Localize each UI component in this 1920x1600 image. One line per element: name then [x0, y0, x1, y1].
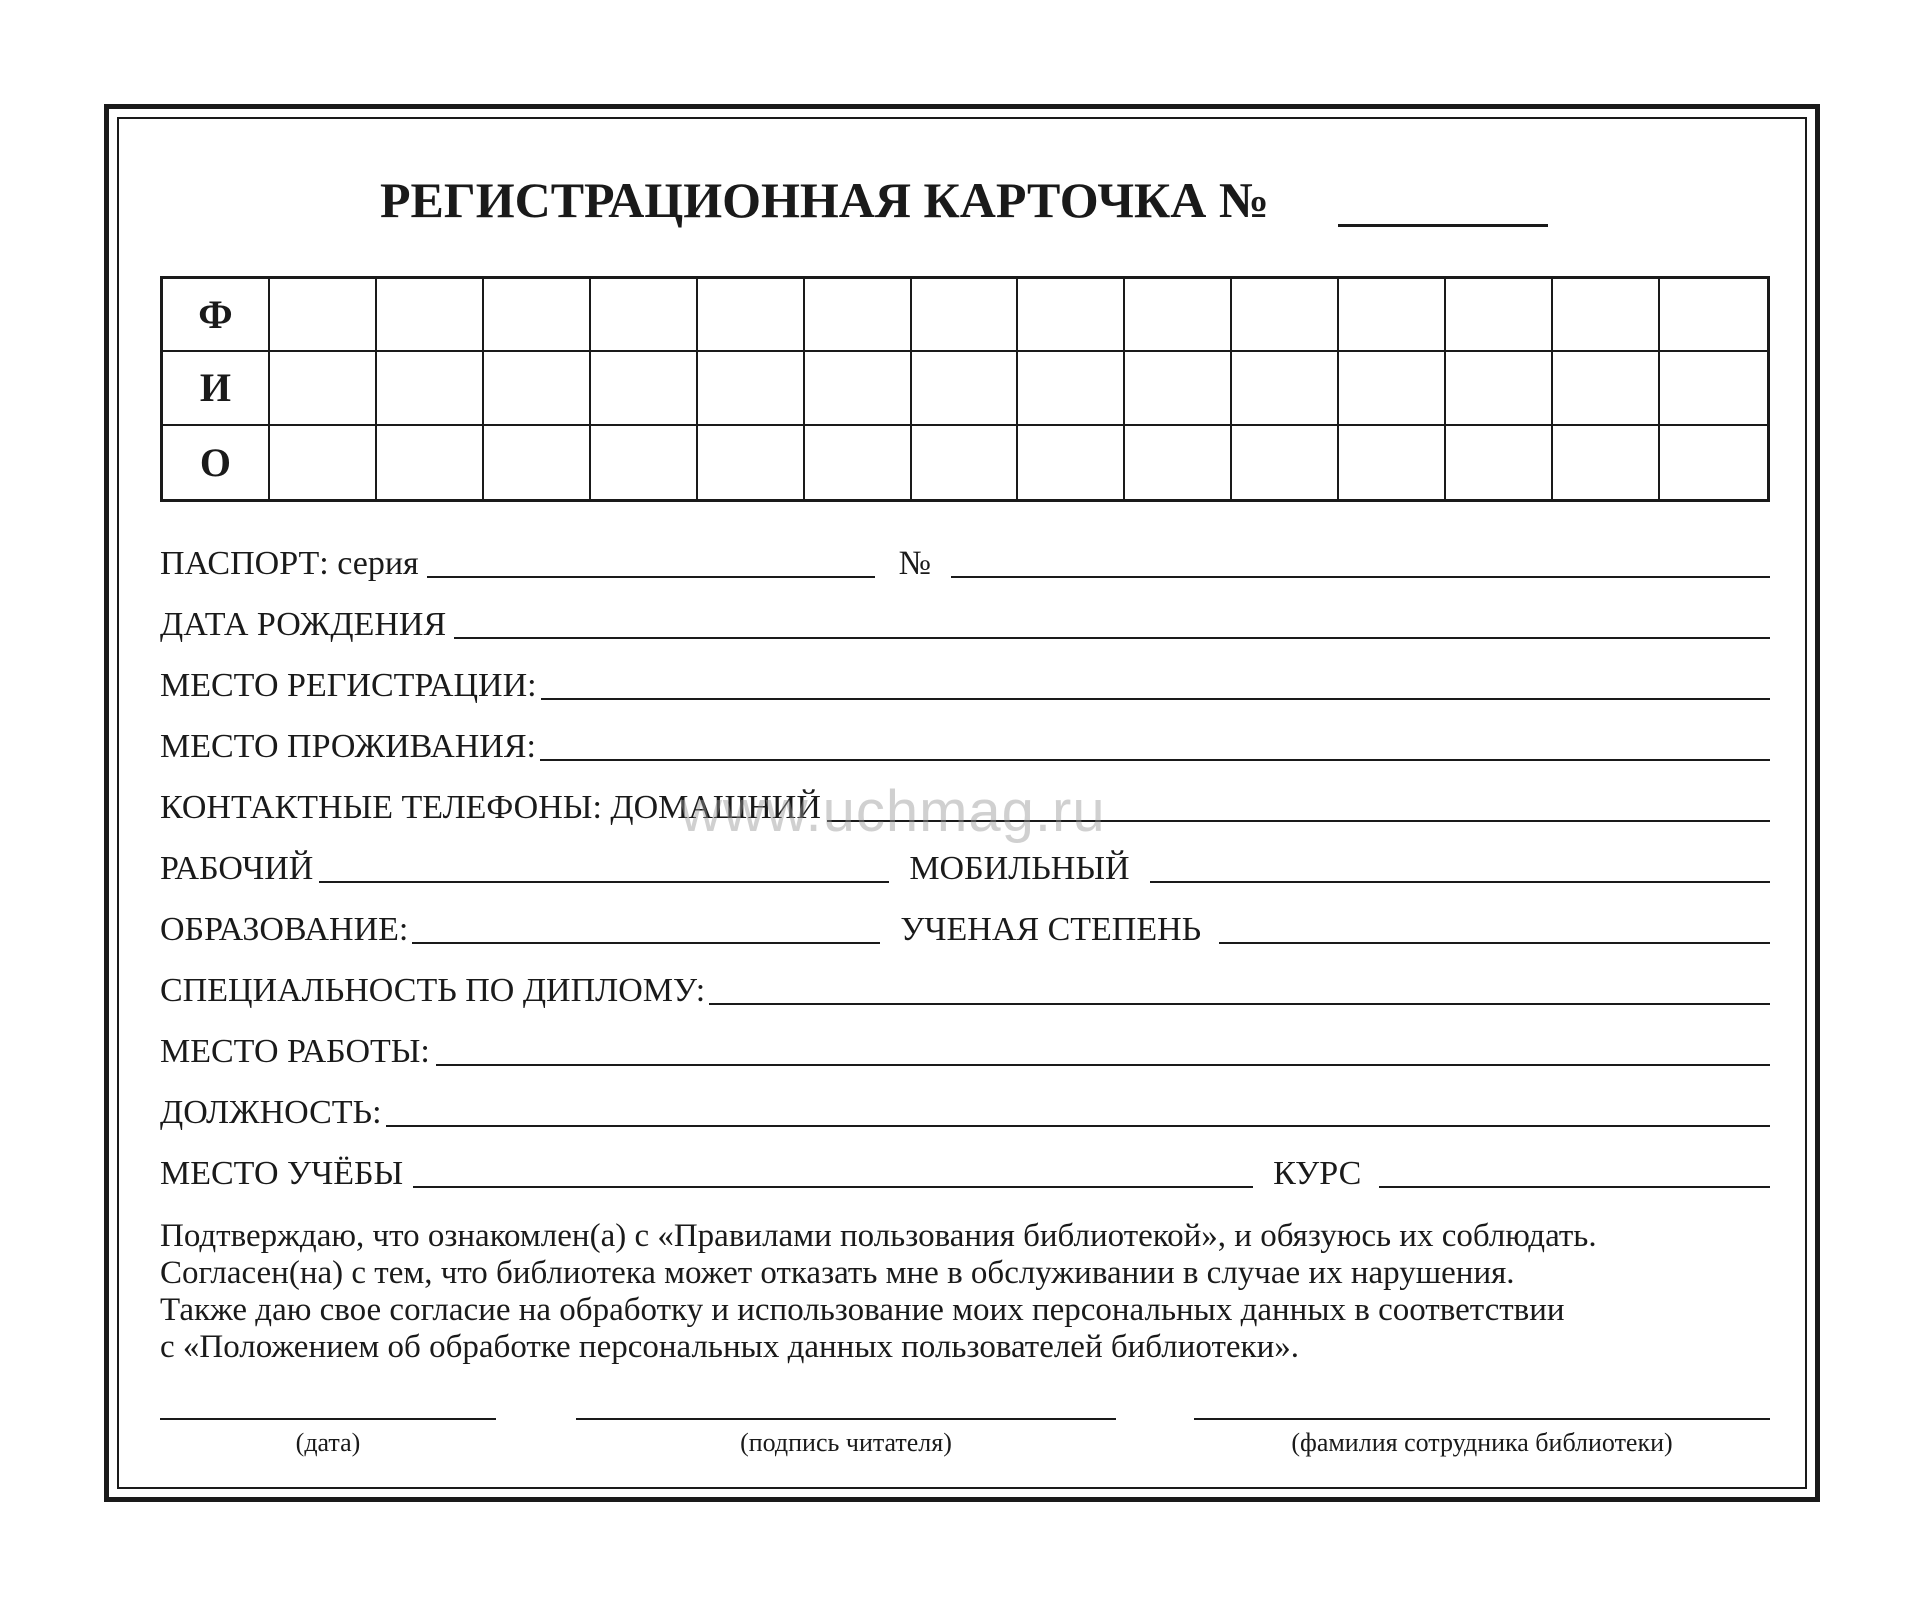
fio-cell[interactable] [698, 279, 805, 352]
birth-date-field[interactable] [454, 637, 1770, 639]
fio-cell[interactable] [1553, 352, 1660, 425]
academic-degree-field[interactable] [1219, 942, 1770, 944]
fio-cell[interactable] [912, 279, 1019, 352]
course-field[interactable] [1379, 1186, 1770, 1188]
birth-date-row [160, 603, 1770, 643]
fio-cell[interactable] [1232, 426, 1339, 499]
passport-number-field[interactable] [951, 576, 1770, 578]
mobile-phone-label: МОБИЛЬНЫЙ [909, 850, 1130, 887]
librarian-name-field[interactable] [1194, 1418, 1770, 1420]
consent-line: Подтверждаю, что ознакомлен(а) с «Правилами пользования библиотекой», и обязуюсь их соблюдать. [160, 1218, 1597, 1254]
fio-cell[interactable] [1660, 426, 1767, 499]
fio-cell[interactable] [912, 352, 1019, 425]
fio-cell[interactable] [805, 352, 912, 425]
fio-cell[interactable] [1125, 279, 1232, 352]
passport-series-field[interactable] [427, 576, 875, 578]
fio-cell[interactable] [1339, 279, 1446, 352]
fio-cell[interactable] [1232, 352, 1339, 425]
registration-place-label: МЕСТО РЕГИСТРАЦИИ: [160, 667, 537, 704]
consent-line: Согласен(на) с тем, что библиотека может отказать мне в обслуживании в случае их нарушения. [160, 1255, 1515, 1291]
fio-cell[interactable] [377, 279, 484, 352]
consent-line: Также даю свое согласие на обработку и использование моих персональных данных в соответствии [160, 1292, 1565, 1328]
date-caption: (дата) [295, 1428, 361, 1457]
fio-cell[interactable] [1660, 352, 1767, 425]
workplace-row [160, 1030, 1770, 1070]
fio-cell[interactable] [1339, 426, 1446, 499]
work-phone-label: РАБОЧИЙ [160, 850, 314, 887]
fio-cell[interactable] [591, 279, 698, 352]
study-place-label: МЕСТО УЧЁБЫ [160, 1155, 404, 1192]
fio-cell[interactable] [805, 279, 912, 352]
academic-degree-label: УЧЕНАЯ СТЕПЕНЬ [900, 911, 1202, 948]
passport-number-label: № [898, 545, 932, 582]
fio-cell[interactable] [805, 426, 912, 499]
fio-cell[interactable] [270, 352, 377, 425]
reader-signature-caption: (подпись читателя) [740, 1428, 952, 1457]
fio-letter: Ф [163, 279, 270, 352]
fio-letter: О [163, 426, 270, 499]
fio-cell[interactable] [591, 426, 698, 499]
course-label: КУРС [1273, 1155, 1362, 1192]
fio-cell[interactable] [912, 426, 1019, 499]
work-mobile-row [160, 847, 1770, 887]
fio-cell[interactable] [1018, 279, 1125, 352]
passport-series-label: ПАСПОРТ: серия [160, 545, 419, 582]
birth-date-label: ДАТА РОЖДЕНИЯ [160, 606, 447, 643]
fio-cell[interactable] [698, 426, 805, 499]
fio-cell[interactable] [1339, 352, 1446, 425]
librarian-name-caption: (фамилия сотрудника библиотеки) [1291, 1428, 1673, 1457]
passport-row [160, 542, 1770, 582]
education-row [160, 908, 1770, 948]
fio-cell[interactable] [1125, 426, 1232, 499]
diploma-specialty-field[interactable] [709, 1003, 1770, 1005]
diploma-specialty-label: СПЕЦИАЛЬНОСТЬ ПО ДИПЛОМУ: [160, 972, 706, 1009]
fio-cell[interactable] [698, 352, 805, 425]
study-row [160, 1152, 1770, 1192]
fio-letter: И [163, 352, 270, 425]
registration-place-field[interactable] [541, 698, 1770, 700]
consent-line: с «Положением об обработке персональных данных пользователей библиотеки». [160, 1329, 1299, 1365]
form-title: РЕГИСТРАЦИОННАЯ КАРТОЧКА № [380, 172, 1270, 228]
fio-cell[interactable] [1125, 352, 1232, 425]
fio-cell[interactable] [1660, 279, 1767, 352]
position-field[interactable] [386, 1125, 1770, 1127]
workplace-field[interactable] [436, 1064, 1770, 1066]
fio-cell[interactable] [377, 352, 484, 425]
contact-phones-label: КОНТАКТНЫЕ ТЕЛЕФОНЫ: ДОМАШНИЙ [160, 789, 821, 826]
fio-cell[interactable] [377, 426, 484, 499]
registration-place-row [160, 664, 1770, 704]
fio-cell[interactable] [1446, 352, 1553, 425]
fio-cell[interactable] [270, 426, 377, 499]
residence-place-field[interactable] [540, 759, 1770, 761]
diploma-specialty-row [160, 969, 1770, 1009]
work-phone-field[interactable] [319, 881, 889, 883]
fio-cell[interactable] [1446, 426, 1553, 499]
study-place-field[interactable] [413, 1186, 1253, 1188]
fio-cell[interactable] [484, 426, 591, 499]
fio-cell[interactable] [1232, 279, 1339, 352]
consent-text [160, 1218, 1800, 1366]
position-label: ДОЛЖНОСТЬ: [160, 1094, 382, 1131]
fio-grid [160, 276, 1770, 502]
residence-place-row [160, 725, 1770, 765]
fio-cell[interactable] [1446, 279, 1553, 352]
position-row [160, 1091, 1770, 1131]
date-signature-field[interactable] [160, 1418, 496, 1420]
fio-cell[interactable] [591, 352, 698, 425]
fio-cell[interactable] [1018, 352, 1125, 425]
mobile-phone-field[interactable] [1150, 881, 1770, 883]
card-number-field[interactable] [1338, 224, 1548, 227]
education-field[interactable] [412, 942, 880, 944]
fio-cell[interactable] [484, 352, 591, 425]
residence-place-label: МЕСТО ПРОЖИВАНИЯ: [160, 728, 536, 765]
fio-cell[interactable] [1553, 426, 1660, 499]
fio-cell[interactable] [270, 279, 377, 352]
education-label: ОБРАЗОВАНИЕ: [160, 911, 409, 948]
reader-signature-field[interactable] [576, 1418, 1116, 1420]
workplace-label: МЕСТО РАБОТЫ: [160, 1033, 430, 1070]
fio-cell[interactable] [484, 279, 591, 352]
fio-cell[interactable] [1553, 279, 1660, 352]
watermark-text: www.uchmag.ru [680, 779, 1106, 844]
fio-cell[interactable] [1018, 426, 1125, 499]
